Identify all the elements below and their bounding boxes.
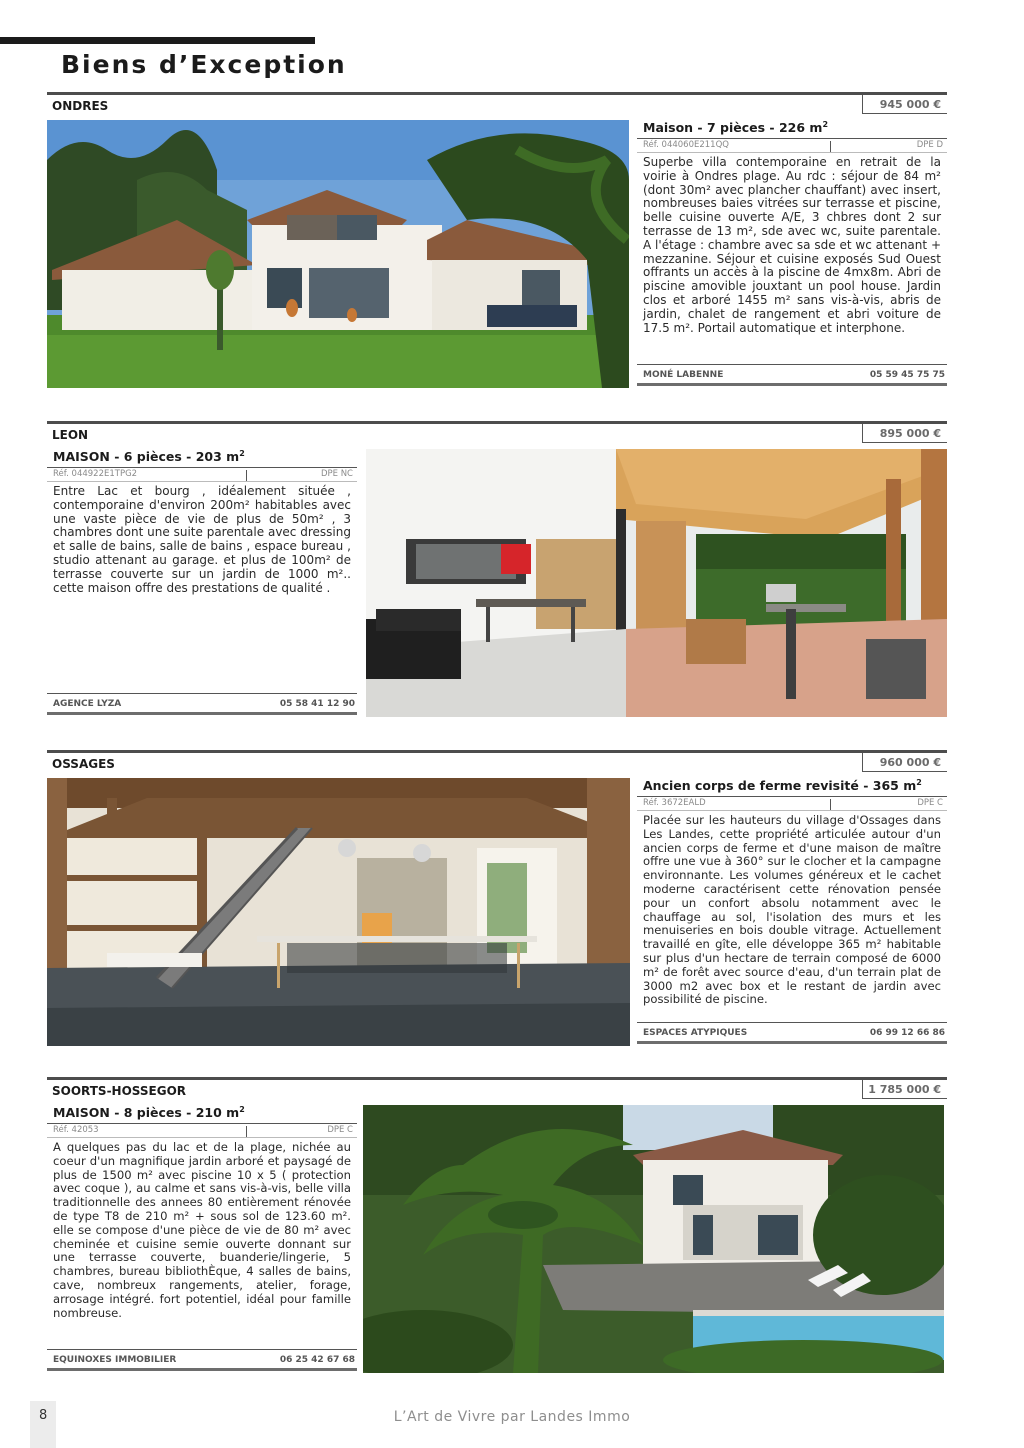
- listing-town: OSSAGES: [52, 757, 115, 771]
- listing-details: [47, 1105, 357, 1373]
- ref-divider: [830, 799, 831, 810]
- page-footer: L’Art de Vivre par Landes Immo: [393, 1409, 631, 1425]
- title-rule: [47, 467, 357, 468]
- listing-details: [637, 120, 947, 388]
- listing-contact: [637, 1022, 947, 1044]
- listing-leon: [47, 421, 947, 726]
- listing-price: 960 000 €: [862, 753, 947, 772]
- listing-description: Superbe villa contemporaine en retrait de la voirie à Ondres plage. Au rdc : séjour de 84 m² (dont 30m² avec plancher chauffant) avec insert, nombreuses baies vitrées sur terrasse et piscine, belle cuisine ouverte A/E, 3 chbres dont 2 sur terrasse de 13 m², sde avec wc, suite parentale. A l'étage : chambre avec sa sde et wc attenant + mezzanine. Séjour et cuisine exposés Sud Ouest offrants un accès à la piscine de 4mx8m. Abri de piscine amovible jouxtant un pool house. Jardin clos et arboré 1455 m² sans vis-à-vis, abris de jardin, chalet de rangement et abri voiture de 17.5 m². Portail automatique et interphone.: [643, 155, 941, 335]
- listing-ondres: [47, 92, 947, 397]
- listing-ref: Réf. 42053: [53, 1125, 99, 1135]
- listing-details: [637, 778, 947, 1046]
- listing-header: [47, 92, 947, 118]
- listing-description: Placée sur les hauteurs du village d'Ossages dans Les Landes, cette propriété articulée autour d'un ancien corps de ferme et d'une maison de maître offre une vue à 360° sur le clocher et la campagne environnante. Les volumes généreux et le cachet moderne caractérisent cette rénovation pensée pour un confort absolu notamment avec le chauffage au sol, l'isolation des murs et les menuiseries en bois double vitrage. Actuellement travaillé en gîte, elle développe 365 m² habitable sur plus d'un hectare de terrain composé de 6000 m² de forêt avec source d'eau, d'un terrain plat de 3000 m2 avec box et le restant de jardin avec possibilité de piscine.: [643, 813, 941, 1007]
- page-title: Biens d’Exception: [61, 50, 347, 79]
- listing-title: MAISON - 6 pièces - 203 $m^2$: [53, 449, 245, 465]
- agency-name: AGENCE LYZA: [53, 699, 122, 709]
- title-rule: [637, 796, 947, 797]
- listing-contact: [637, 364, 947, 386]
- listing-title: Ancien corps de ferme revisité - 365 $m^2$: [643, 778, 922, 794]
- listing-ref: Réf. 044922E1TPG2: [53, 469, 138, 479]
- ref-rule: [47, 1137, 357, 1138]
- page-number: 8: [39, 1408, 48, 1423]
- listing-dpe: DPE C: [327, 1125, 353, 1135]
- listing-town: SOORTS-HOSSEGOR: [52, 1084, 187, 1098]
- listing-photo: [363, 1105, 944, 1373]
- listing-details: [47, 449, 357, 717]
- listing-dpe: DPE C: [917, 798, 943, 808]
- listing-soorts-hossegor: [47, 1077, 947, 1382]
- listing-header: [47, 1077, 947, 1103]
- listing-dpe: DPE NC: [320, 469, 353, 479]
- agency-phone[interactable]: 06 25 42 67 68: [279, 1355, 355, 1365]
- ref-rule: [637, 810, 947, 811]
- listing-header: [47, 421, 947, 447]
- agency-name: MONÉ LABENNE: [643, 370, 724, 380]
- ref-divider: [246, 470, 247, 481]
- ref-divider: [246, 1126, 247, 1137]
- agency-name: ESPACES ATYPIQUES: [643, 1028, 748, 1038]
- agency-phone[interactable]: 05 58 41 12 90: [279, 699, 355, 709]
- listing-price: 1 785 000 €: [862, 1080, 947, 1099]
- listing-title: Maison - 7 pièces - 226 $m^2$: [643, 120, 829, 136]
- listing-town: ONDRES: [52, 99, 109, 113]
- listing-photo: [47, 120, 629, 388]
- agency-phone[interactable]: 05 59 45 75 75: [869, 370, 945, 380]
- ref-rule: [47, 481, 357, 482]
- top-accent-bar: [0, 37, 315, 44]
- listing-title: MAISON - 8 pièces - 210 $m^2$: [53, 1105, 245, 1121]
- title-rule: [47, 1123, 357, 1124]
- listing-contact: [47, 1349, 357, 1371]
- listing-description: Entre Lac et bourg , idéalement située , contemporaine d'environ 200m² habitables avec une vaste pièce de vie de plus de 50m² , 3 chambres dont une suite parentale avec dressing et salle de bains, salle de bains , espace bureau , studio attenant au garage. et plus de 100m² de terrasse couverte sur un jardin de 1000 m².. cette maison offre des prestations de qualité .: [53, 484, 351, 595]
- listing-header: [47, 750, 947, 776]
- listing-ref: Réf. 044060E211QQ: [643, 140, 729, 150]
- agency-phone[interactable]: 06 99 12 66 86: [869, 1028, 945, 1038]
- listing-description: A quelques pas du lac et de la plage, nichée au coeur d'un magnifique jardin arboré et paysagé de plus de 1500 m² avec piscine 10 x 5 ( protection avec coque ), au calme et sans vis-à-vis, belle villa traditionnelle des annees 80 entièrement rénovée de type T8 de 210 m² + sous sol de 123.60 m². elle se compose d'une pièce de vie de 80 m² avec cheminée et cuisine semie ouverte donnant sur une terrasse couverte, buanderie/lingerie, 5 chambres, bureau bibliothÈque, 4 salles de bains, cave, nombreux rangements, atelier, forage, arrosage intégré. fort potentiel, idéal pour famille nombreuse.: [53, 1140, 351, 1320]
- ref-rule: [637, 152, 947, 153]
- agency-name: EQUINOXES IMMOBILIER: [53, 1355, 177, 1365]
- listing-contact: [47, 693, 357, 715]
- listing-price: 945 000 €: [862, 95, 947, 114]
- listing-dpe: DPE D: [916, 140, 943, 150]
- listing-photo: [47, 778, 630, 1046]
- listing-ossages: [47, 750, 947, 1055]
- title-rule: [637, 138, 947, 139]
- ref-divider: [830, 141, 831, 152]
- listing-price: 895 000 €: [862, 424, 947, 443]
- listing-photo: [366, 449, 947, 717]
- listing-ref: Réf. 3672EALD: [643, 798, 706, 808]
- listing-town: LEON: [52, 428, 89, 442]
